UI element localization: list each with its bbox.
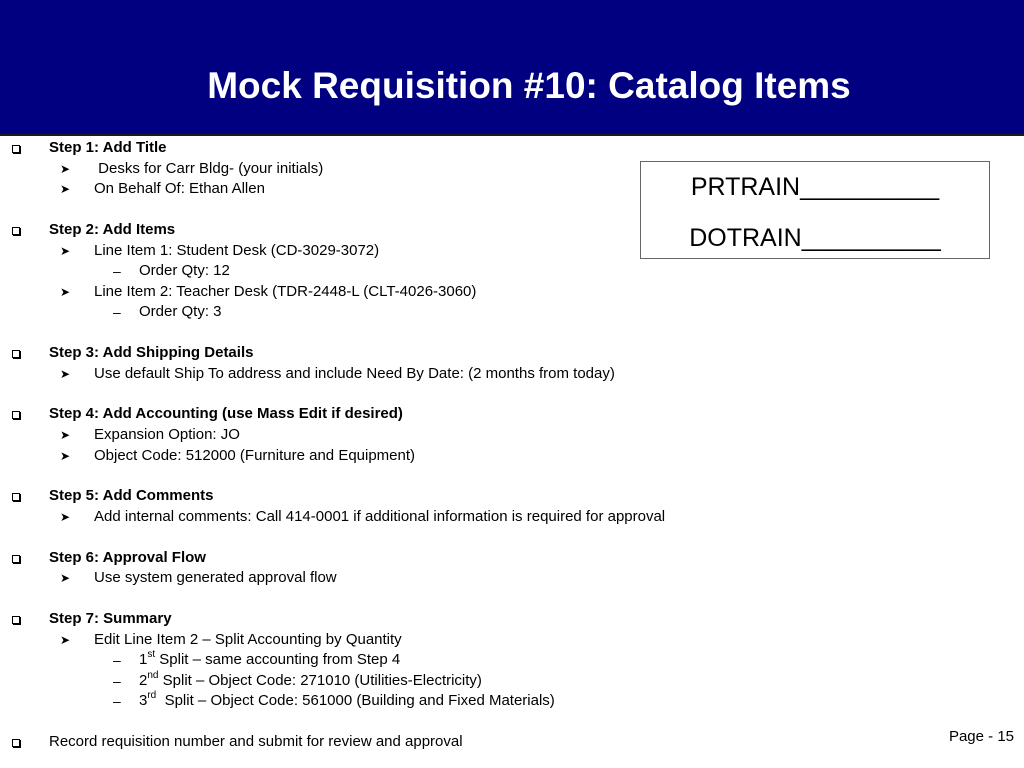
- final-step-text: Record requisition number and submit for review and approval: [49, 733, 463, 750]
- step-heading: Step 4: Add Accounting (use Mass Edit if desired): [49, 405, 403, 422]
- list-item-text: Use system generated approval flow: [94, 569, 337, 586]
- list-item-text: Object Code: 512000 (Furniture and Equipment): [94, 447, 416, 464]
- list-item-text: Expansion Option: JO: [94, 426, 240, 443]
- square-bullet-icon: [12, 145, 20, 153]
- page-number: Page - 15: [948, 728, 1014, 745]
- square-bullet-icon: [12, 227, 20, 235]
- arrow-bullet-icon: ➤: [60, 428, 71, 442]
- square-bullet-icon: [12, 616, 20, 624]
- arrow-bullet-icon: ➤: [60, 162, 71, 176]
- list-item-text: Line Item 2: Teacher Desk (TDR-2448-L (CLT-4026-3060): [94, 283, 477, 300]
- step-heading: Step 2: Add Items: [49, 221, 176, 238]
- train-id-box: [640, 161, 990, 259]
- arrow-bullet-icon: ➤: [60, 510, 71, 524]
- square-bullet-icon: [12, 350, 20, 358]
- square-bullet-icon: [12, 555, 20, 563]
- slide-title: Mock Requisition #10: Catalog Items: [207, 65, 851, 106]
- arrow-bullet-icon: ➤: [60, 182, 71, 196]
- list-item-text: Desks for Carr Bldg- (your initials): [94, 160, 324, 177]
- step-heading: Step 7: Summary: [49, 610, 172, 627]
- square-bullet-icon: [12, 739, 20, 747]
- list-item-text: Edit Line Item 2 – Split Accounting by Quantity: [94, 631, 402, 648]
- dotrain-line: DOTRAIN__________: [689, 224, 941, 252]
- arrow-bullet-icon: ➤: [60, 367, 71, 381]
- step-heading: Step 6: Approval Flow: [49, 549, 206, 566]
- sub-list-item-text: 2nd Split – Object Code: 271010 (Utilities-Electricity): [139, 670, 482, 689]
- dash-bullet-icon: –: [113, 263, 121, 279]
- step-heading: Step 1: Add Title: [49, 139, 167, 156]
- list-item-text: Add internal comments: Call 414-0001 if additional information is required for approval: [94, 508, 666, 525]
- square-bullet-icon: [12, 493, 20, 501]
- dash-bullet-icon: –: [113, 652, 121, 668]
- square-bullet-icon: [12, 411, 20, 419]
- sub-list-item-text: 1st Split – same accounting from Step 4: [139, 649, 401, 668]
- dash-bullet-icon: –: [113, 693, 121, 709]
- arrow-bullet-icon: ➤: [60, 244, 71, 258]
- list-item-text: Line Item 1: Student Desk (CD-3029-3072): [94, 242, 380, 259]
- list-item-text: On Behalf Of: Ethan Allen: [94, 180, 265, 197]
- arrow-bullet-icon: ➤: [60, 285, 71, 299]
- title-bar: [0, 0, 1024, 136]
- sub-list-item-text: 3rd Split – Object Code: 561000 (Building and Fixed Materials): [139, 690, 555, 709]
- prtrain-line: PRTRAIN__________: [690, 173, 940, 201]
- arrow-bullet-icon: ➤: [60, 449, 71, 463]
- step-heading: Step 3: Add Shipping Details: [49, 344, 254, 361]
- arrow-bullet-icon: ➤: [60, 633, 71, 647]
- dash-bullet-icon: –: [113, 673, 121, 689]
- dash-bullet-icon: –: [113, 304, 121, 320]
- list-item-text: Use default Ship To address and include Need By Date: (2 months from today): [94, 365, 615, 382]
- sub-list-item-text: Order Qty: 12: [139, 262, 230, 279]
- arrow-bullet-icon: ➤: [60, 571, 71, 585]
- step-heading: Step 5: Add Comments: [49, 487, 214, 504]
- sub-list-item-text: Order Qty: 3: [139, 303, 222, 320]
